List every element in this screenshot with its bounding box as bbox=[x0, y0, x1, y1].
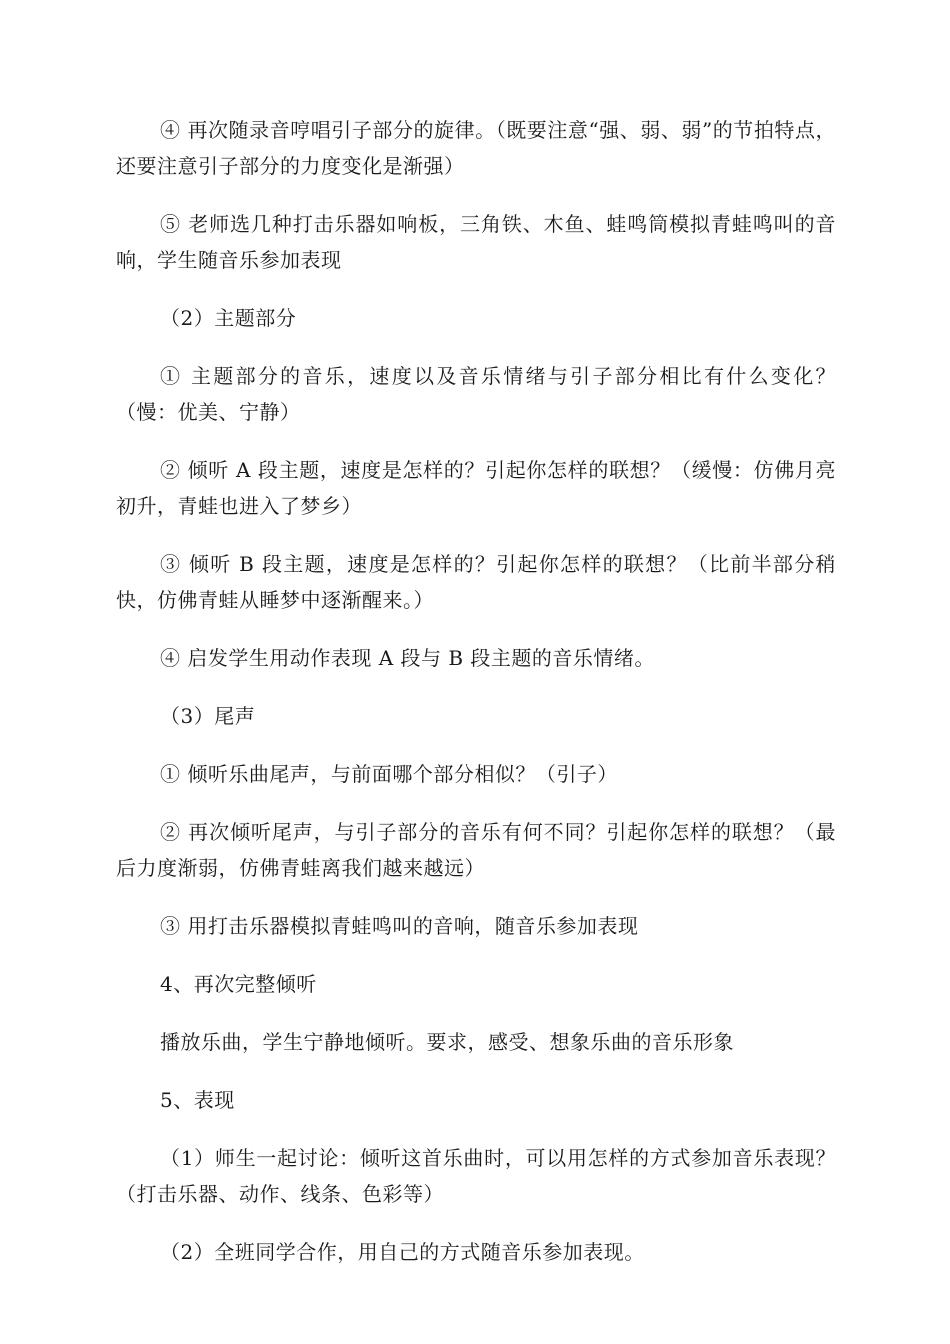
paragraph-theme-speed: ① 主题部分的音乐，速度以及音乐情绪与引子部分相比有什么变化？（慢：优美、宁静） bbox=[116, 364, 836, 424]
paragraph-coda-percussion: ③ 用打击乐器模拟青蛙鸣叫的音响，随音乐参加表现 bbox=[160, 914, 639, 938]
paragraph-coda-similar: ① 倾听乐曲尾声，与前面哪个部分相似？（引子） bbox=[160, 762, 618, 786]
paragraph-theme-b: ③ 倾听 B 段主题，速度是怎样的？引起你怎样的联想？（比前半部分稍快，仿佛青蛙从睡梦中逐渐醒来。） bbox=[116, 552, 836, 612]
heading-listen-again: 4、再次完整倾听 bbox=[160, 972, 317, 996]
paragraph-percussion-frog: ⑤ 老师选几种打击乐器如响板，三角铁、木鱼、蛙鸣筒模拟青蛙鸣叫的音响，学生随音乐参加表现 bbox=[116, 212, 836, 272]
paragraph-discussion: （1）师生一起讨论：倾听这首乐曲时，可以用怎样的方式参加音乐表现？（打击乐器、动作、线条、色彩等） bbox=[116, 1146, 836, 1206]
heading-perform: 5、表现 bbox=[160, 1088, 235, 1112]
heading-coda: （3）尾声 bbox=[160, 704, 256, 728]
paragraph-play-music: 播放乐曲，学生宁静地倾听。要求，感受、想象乐曲的音乐形象 bbox=[160, 1030, 734, 1054]
paragraph-class-perform: （2）全班同学合作，用自己的方式随音乐参加表现。 bbox=[160, 1240, 645, 1264]
paragraph-coda-difference: ② 再次倾听尾声，与引子部分的音乐有何不同？引起你怎样的联想？（最后力度渐弱，仿佛青蛙离我们越来越远） bbox=[116, 820, 836, 880]
document-body bbox=[116, 112, 836, 1292]
paragraph-theme-a: ② 倾听 A 段主题，速度是怎样的？引起你怎样的联想？（缓慢：仿佛月亮初升，青蛙也进入了梦乡） bbox=[116, 458, 836, 518]
heading-theme-section: （2）主题部分 bbox=[160, 306, 297, 330]
paragraph-movement: ④ 启发学生用动作表现 A 段与 B 段主题的音乐情绪。 bbox=[160, 646, 655, 670]
paragraph-hum-intro-melody: ④ 再次随录音哼唱引子部分的旋律。（既要注意“强、弱、弱”的节拍特点，还要注意引子部分的力度变化是渐强） bbox=[116, 118, 836, 178]
